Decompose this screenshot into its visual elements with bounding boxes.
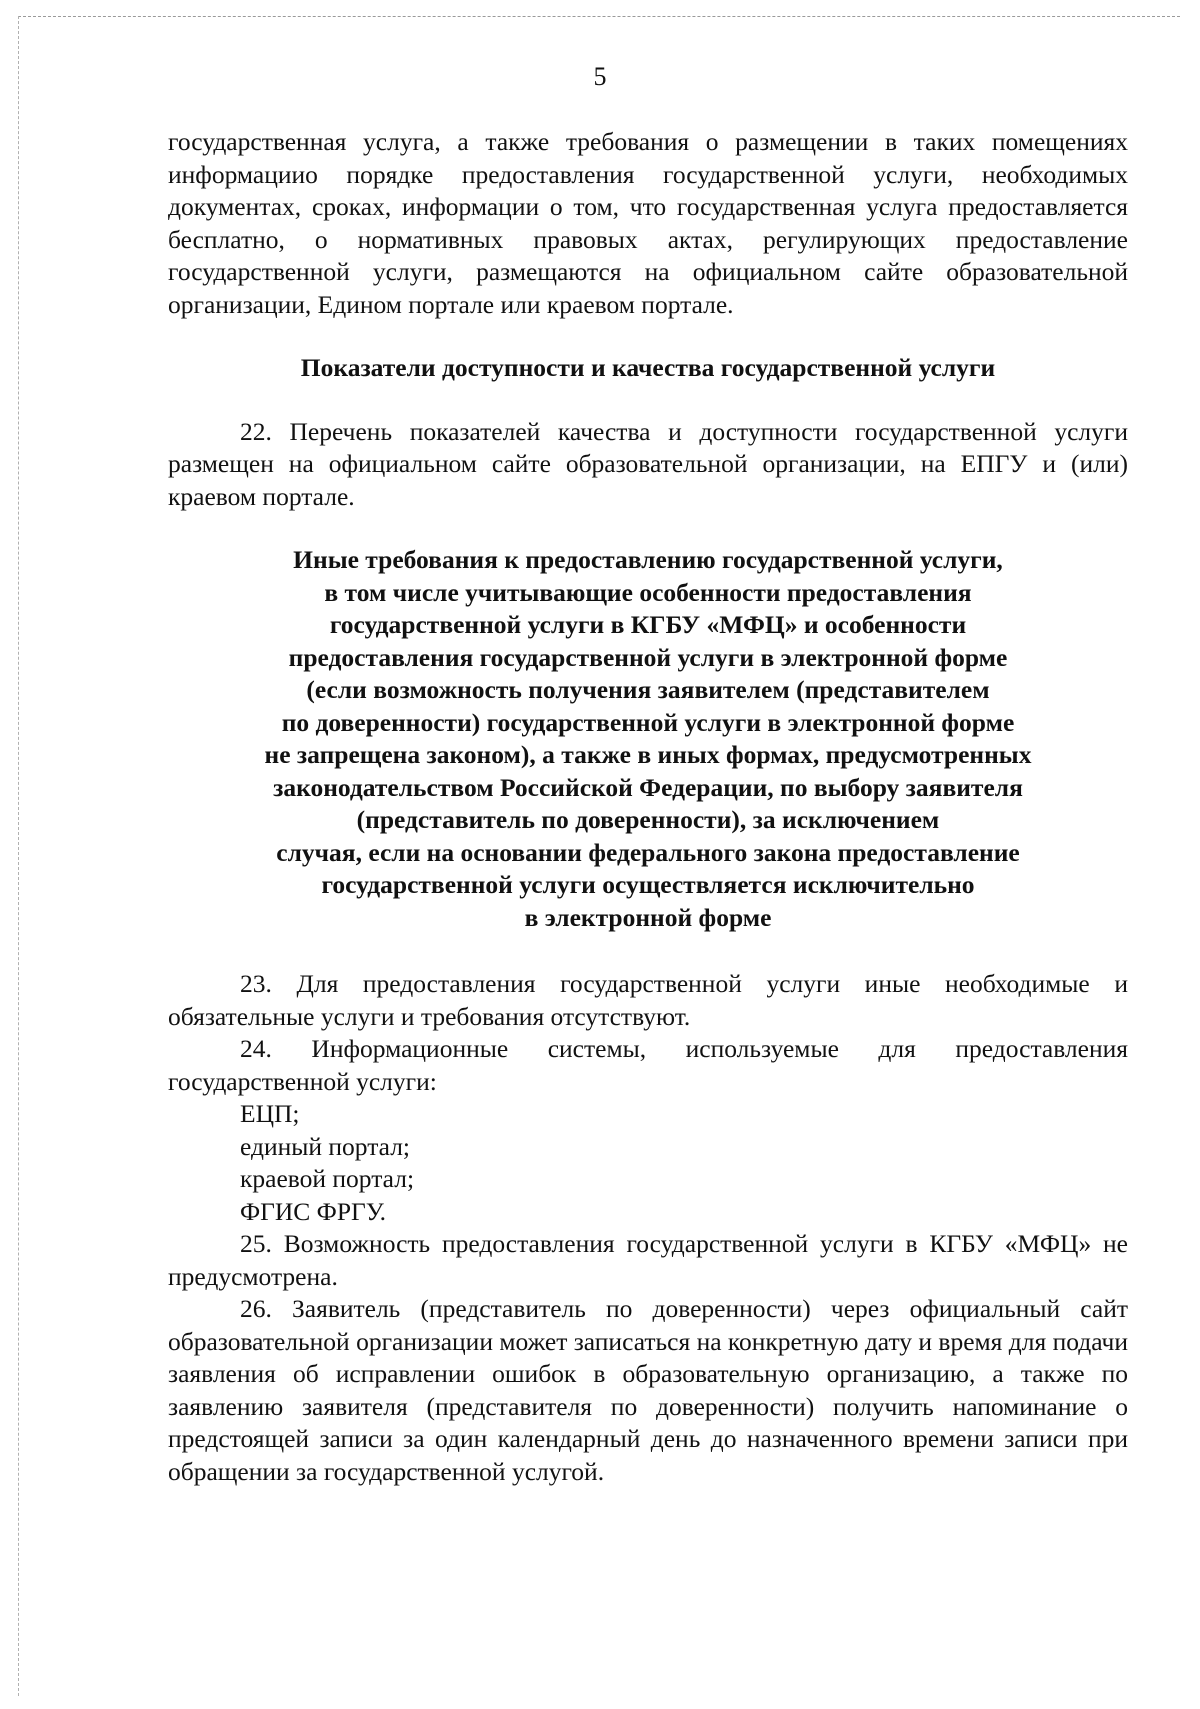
heading-line: государственной услуги осуществляется исключительно bbox=[321, 870, 975, 899]
heading-line: предоставления государственной услуги в электронной форме bbox=[288, 642, 1008, 672]
heading-line: (если возможность получения заявителем (представителем bbox=[306, 675, 990, 704]
section-heading-accessibility: Показатели доступности и качества государственной услуги bbox=[300, 353, 996, 382]
scan-border-top bbox=[18, 16, 1180, 17]
scan-border-left bbox=[18, 16, 19, 1696]
spacer bbox=[168, 385, 1128, 416]
page-number: 5 bbox=[593, 62, 607, 91]
heading-line: (представитель по доверенности), за исключением bbox=[356, 805, 940, 834]
spacer bbox=[168, 934, 1128, 968]
list-item-single-portal: единый портал; bbox=[240, 1131, 411, 1161]
spacer bbox=[168, 321, 1128, 352]
heading-line: законодательством Российской Федерации, по выбору заявителя bbox=[273, 772, 1023, 802]
spacer bbox=[168, 513, 1128, 544]
heading-line: в электронной форме bbox=[524, 902, 772, 932]
heading-line: в том числе учитывающие особенности предоставления bbox=[324, 577, 972, 607]
heading-line: государственной услуги в КГБУ «МФЦ» и особенности bbox=[329, 610, 967, 639]
heading-line: Иные требования к предоставлению государственной услуги, bbox=[293, 545, 1003, 574]
list-item-fgis-frgu: ФГИС ФРГУ. bbox=[240, 1196, 387, 1226]
list-item-ecp: ЕЦП; bbox=[240, 1099, 300, 1128]
heading-line: случая, если на основании федерального закона предоставление bbox=[276, 837, 1020, 867]
list-item-regional-portal: краевой портал; bbox=[240, 1164, 415, 1193]
paragraph-26: 26. Заявитель (представитель по доверенности) через официальный сайт образовательной организации может записаться на конкретную дату и время для подачи заявления об исправлении ошибок в образовательную организацию, а также по заявлению заявителя (представителя по доверенности) получить напоминание о предстоящей записи за один календарный день до назначенного времени записи при обращении за государственной услугой. bbox=[168, 1294, 1128, 1486]
paragraph-25: 25. Возможность предоставления государственной услуги в КГБУ «МФЦ» не предусмотрена. bbox=[168, 1229, 1128, 1291]
paragraph-23: 23. Для предоставления государственной услуги иные необходимые и обязательные услуги и требования отсутствуют. bbox=[168, 969, 1128, 1031]
document-body bbox=[168, 126, 1128, 1488]
heading-line: не запрещена законом), а также в иных формах, предусмотренных bbox=[264, 740, 1032, 769]
section-heading-other-requirements bbox=[168, 544, 1128, 934]
heading-line: по доверенности) государственной услуги в электронной форме bbox=[281, 707, 1015, 737]
paragraph-22: 22. Перечень показателей качества и доступности государственной услуги размещен на официальном сайте образовательной организации, на ЕПГУ и (или) краевом портале. bbox=[168, 416, 1128, 511]
paragraph-24: 24. Информационные системы, используемые для предоставления государственной услуги: bbox=[168, 1034, 1128, 1096]
intro-paragraph: государственная услуга, а также требования о размещении в таких помещениях информациио порядке предоставления государственной услуги, необходимых документах, сроках, информации о том, что государственная услуга предоставляется бесплатно, о нормативных правовых актах, регулирующих предоставление государственной услуги, размещаются на официальном сайте образовательной организации, Едином портале или краевом портале. bbox=[168, 127, 1128, 319]
